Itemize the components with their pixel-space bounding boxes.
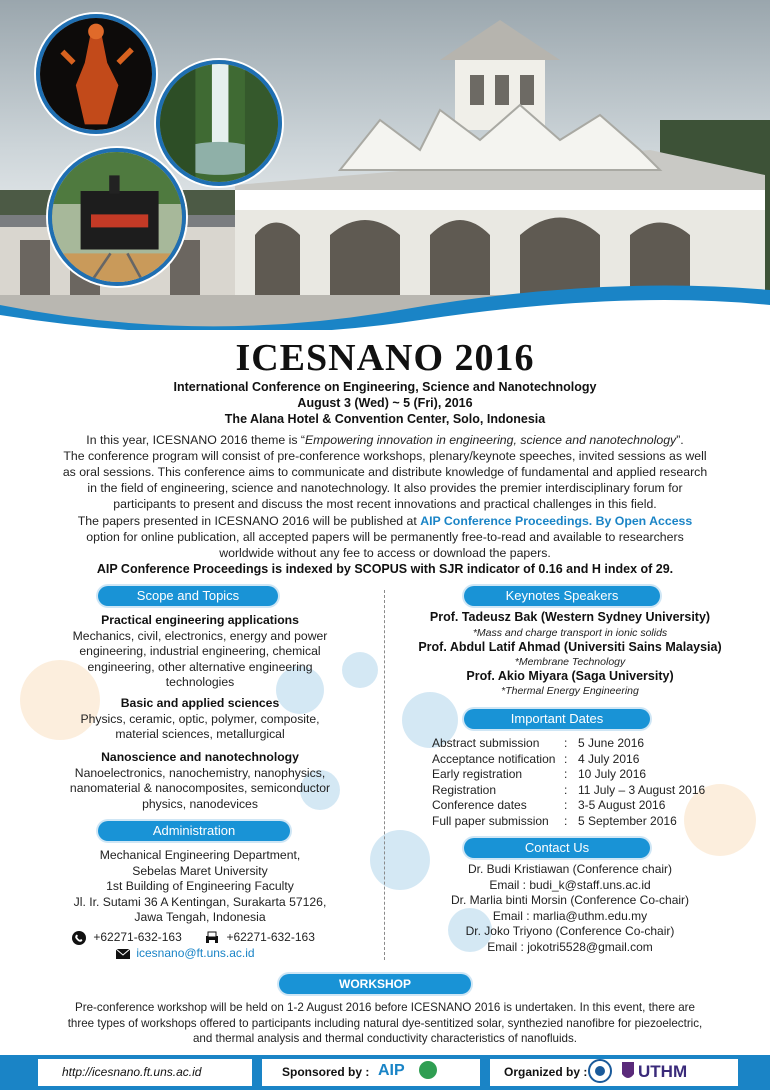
address-line: 1st Building of Engineering Faculty [106,879,294,893]
date-row [432,752,639,766]
conference-dates: August 3 (Wed) ~ 5 (Fri), 2016 [297,396,473,410]
intro-line: The conference program will consist of pre-conference workshops, plenary/keynote speeches, invited sessions as well [63,449,707,463]
scope-line: Nanoelectronics, nanochemistry, nanophysics, [74,765,326,780]
fax-number: +62271-632-163 [226,930,315,944]
contact-person: Dr. Budi Kristiawan (Conference chair) [467,862,673,876]
scope-group-title: Basic and applied sciences [120,696,280,710]
date-separator: : [564,767,568,782]
address-line: Jl. Ir. Sutami 36 A Kentingan, Surakarta 57126, [73,894,327,909]
date-label: Acceptance notification [432,751,556,766]
date-label: Early registration [432,767,523,782]
intro-line: in the field of engineering, science and nanotechnology. It also provides the premier interdisciplinary forum for [87,481,683,495]
publication-paragraph [40,513,730,561]
contact-list [395,862,745,956]
date-label: Conference dates [432,798,527,813]
date-separator: : [564,814,568,828]
admin-email-row [116,946,255,960]
keynote-speaker-name: Prof. Tadeusz Bak (Western Sydney University) [429,610,711,624]
date-separator: : [564,782,568,797]
date-value: 5 September 2016 [578,814,677,828]
important-dates-heading: Important Dates [464,709,650,729]
theme-text: Empowering innovation in engineering, science and nanotechnology [304,433,677,447]
organizer-logos [588,1058,728,1087]
organized-label: Organized by : [504,1065,588,1079]
contact-person: Dr. Marlia binti Morsin (Conference Co-chair) [450,893,690,908]
address-line: Jawa Tengah, Indonesia [134,910,266,924]
date-row [432,798,665,812]
address-line: Mechanical Engineering Department, [99,848,301,862]
contact-email[interactable]: Email : jokotri5528@gmail.com [487,939,653,954]
contact-email[interactable]: Email : marlia@uthm.edu.my [492,908,648,923]
conference-title: ICESNANO 2016 [235,337,535,379]
keynote-speaker-name: Prof. Akio Miyara (Saga University) [466,669,674,683]
contact-email[interactable]: Email : budi_k@staff.uns.ac.id [489,877,651,892]
conference-full-name: International Conference on Engineering, Science and Nanotechnology [173,380,597,394]
date-label: Full paper submission [432,814,549,828]
keynote-speaker-topic: *Thermal Energy Engineering [501,685,639,697]
intro-line: as oral sessions. This conference aims to communicate and distribute knowledge of fundamental and applied research [62,465,708,479]
admin-phone-row [72,930,315,945]
date-separator: : [564,736,568,750]
scope-line: technologies [165,675,235,689]
workshop-line: three types of workshops offered to participants including natural dye-sentitized solar, synthezied nanofibre for piezoelectric, [67,1016,703,1030]
workshop-heading: WORKSHOP [279,974,471,994]
scope-line: engineering, industrial engineering, chemical [79,644,321,658]
photo-steam-train [48,148,186,286]
keynote-speaker-topic: *Mass and charge transport in ionic solids [472,627,668,639]
email-icon [116,949,130,959]
aip-logo-icon [376,1059,438,1081]
date-row [432,767,646,781]
conference-venue: The Alana Hotel & Convention Center, Solo, Indonesia [224,412,546,426]
sponsored-label: Sponsored by : [282,1065,370,1079]
fax-icon [205,931,219,945]
contact-person: Dr. Joko Triyono (Conference Co-chair) [465,924,675,939]
date-value: 4 July 2016 [578,751,640,766]
workshop-line: Pre-conference workshop will be held on 1-2 August 2016 before ICESNANO 2016 is undertaken. In this event, there are [75,1001,695,1014]
publication-line: option for online publication, all accepted papers will be permanently free-to-read and available to researchers [86,530,684,544]
scope-line: Physics, ceramic, optic, polymer, composite, [80,711,320,726]
uthm-logo-text: UTHM [638,1062,688,1081]
date-label: Registration [432,782,497,797]
workshop-line: and thermal analysis and thermal conductivity characteristics of nanofluids. [192,1032,578,1045]
date-value: 5 June 2016 [578,736,645,750]
scope-heading: Scope and Topics [98,586,278,606]
hero-banner [0,0,770,330]
phone-icon [72,931,86,945]
administration-address [30,848,370,926]
sponsor-logo-aip [376,1059,438,1084]
publication-lead: The papers presented in ICESNANO 2016 will be published at [77,514,421,528]
keynote-speaker-topic: *Membrane Technology [514,656,626,668]
scope-group-nano [30,750,370,812]
scope-line: physics, nanodevices [142,796,258,811]
publication-line: worldwide without any fee to access or download the papers. [219,546,551,560]
date-row [432,783,705,797]
photo-waterfall [156,60,282,186]
date-label: Abstract submission [432,736,540,750]
intro-line: participants to present and discuss the most recent innovations and practical challenges in this field. [113,497,657,511]
scope-group-title: Nanoscience and nanotechnology [101,750,299,764]
scope-group-practical [30,613,370,691]
date-row [432,736,644,750]
date-value: 11 July – 3 August 2016 [578,782,706,797]
aip-logo-text: AIP [378,1062,405,1079]
admin-email[interactable]: icesnano@ft.uns.ac.id [136,946,255,960]
scope-line: nanomaterial & nanocomposites, semiconductor [69,781,331,795]
column-divider [384,590,385,960]
theme-lead-end: ”. [676,433,684,447]
scope-group-title: Practical engineering applications [101,613,299,627]
theme-line [40,432,730,448]
scope-line: engineering, other alternative engineering [87,659,313,674]
workshop-description [40,1000,730,1047]
uthm-logo-icon [588,1058,728,1084]
date-value: 3-5 August 2016 [578,798,666,813]
date-separator: : [564,751,568,766]
address-line: Sebelas Maret University [132,863,268,878]
indexing-note: AIP Conference Proceedings is indexed by SCOPUS with SJR indicator of 0.16 and H index of 29. [96,562,674,576]
keynotes-heading: Keynotes Speakers [464,586,660,606]
contact-heading: Contact Us [464,838,650,858]
keynote-speaker-name: Prof. Abdul Latif Ahmad (Universiti Sains Malaysia) [418,640,722,654]
administration-heading: Administration [98,821,290,841]
scope-line: material sciences, metallurgical [115,727,285,741]
date-value: 10 July 2016 [578,767,647,782]
phone-number[interactable]: +62271-632-163 [93,930,182,944]
photo-dancer [36,14,156,134]
intro-paragraph [40,432,730,512]
scope-group-basic [30,696,370,743]
website-link[interactable]: http://icesnano.ft.uns.ac.id [62,1065,202,1079]
theme-lead: In this year, ICESNANO 2016 theme is “ [86,433,305,447]
date-separator: : [564,798,568,813]
publication-link[interactable]: AIP Conference Proceedings. By Open Access [420,514,693,528]
publication-line [40,513,730,529]
date-row [432,814,677,828]
scope-line: Mechanics, civil, electronics, energy and power [72,628,328,643]
